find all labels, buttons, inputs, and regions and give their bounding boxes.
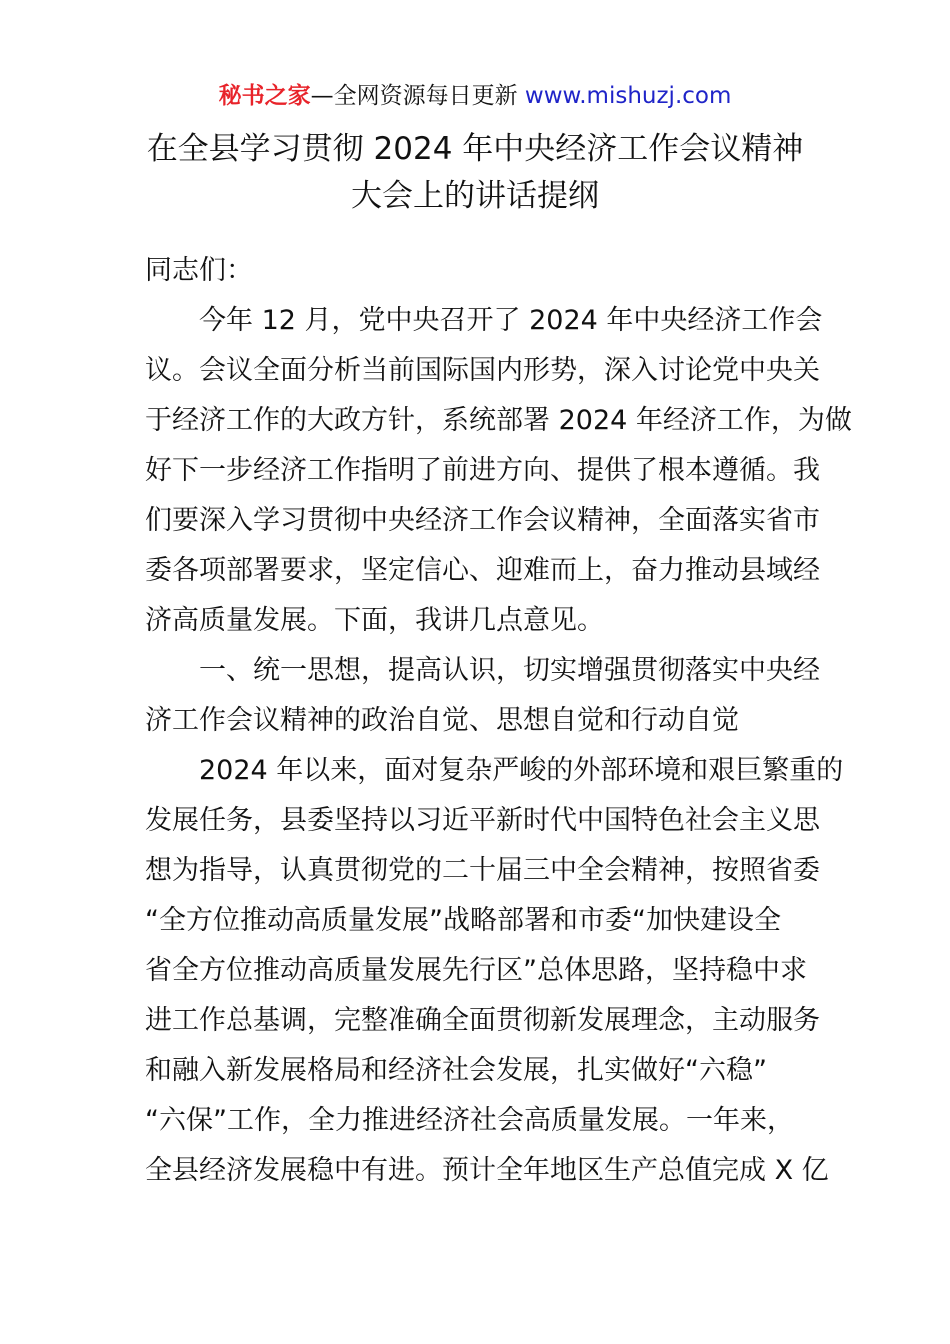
paragraph-line: 省全方位推动高质量发展先行区”总体思路，坚持稳中求 bbox=[145, 955, 807, 986]
paragraph-line: 济高质量发展。下面，我讲几点意见。 bbox=[145, 605, 604, 636]
paragraph-line: 全县经济发展稳中有进。预计全年地区生产总值完成 X 亿 bbox=[145, 1155, 829, 1186]
paragraph-line: 2024 年以来，面对复杂严峻的外部环境和艰巨繁重的 bbox=[199, 755, 844, 786]
paragraph-line: 今年 12 月，党中央召开了 2024 年中央经济工作会 bbox=[199, 305, 823, 336]
paragraph-line: 于经济工作的大政方针，系统部署 2024 年经济工作，为做 bbox=[145, 405, 852, 436]
section-heading-line: 一、统一思想，提高认识，切实增强贯彻落实中央经 bbox=[199, 655, 820, 686]
paragraph-line: 发展任务，县委坚持以习近平新时代中国特色社会主义思 bbox=[145, 805, 820, 836]
paragraph-line: 进工作总基调，完整准确全面贯彻新发展理念，主动服务 bbox=[145, 1005, 820, 1036]
paragraph-line: 们要深入学习贯彻中央经济工作会议精神，全面落实省市 bbox=[145, 505, 820, 536]
title-line-2: 大会上的讲话提纲 bbox=[351, 178, 599, 214]
document-title bbox=[0, 126, 950, 220]
paragraph-line: 议。会议全面分析当前国际国内形势，深入讨论党中央关 bbox=[145, 355, 820, 386]
site-url-link[interactable]: www.mishuzj.com bbox=[524, 83, 732, 109]
paragraph-line: 想为指导，认真贯彻党的二十届三中全会精神，按照省委 bbox=[145, 855, 820, 886]
paragraph-line: 好下一步经济工作指明了前进方向、提供了根本遵循。我 bbox=[145, 455, 820, 486]
paragraph-line: “全方位推动高质量发展”战略部署和市委“加快建设全 bbox=[145, 905, 781, 936]
title-line-1: 在全县学习贯彻 2024 年中央经济工作会议精神 bbox=[146, 131, 804, 167]
paragraph-line: 和融入新发展格局和经济社会发展，扎实做好“六稳” bbox=[145, 1055, 767, 1086]
salutation: 同志们： bbox=[145, 255, 253, 286]
paragraph-line: 委各项部署要求，坚定信心、迎难而上，奋力推动县域经 bbox=[145, 555, 820, 586]
header-tagline: —全网资源每日更新 bbox=[310, 83, 525, 109]
site-header bbox=[0, 80, 950, 112]
section-heading-line: 济工作会议精神的政治自觉、思想自觉和行动自觉 bbox=[145, 705, 739, 736]
brand-name: 秘书之家 bbox=[218, 83, 311, 109]
paragraph-line: “六保”工作，全力推进经济社会高质量发展。一年来， bbox=[145, 1105, 794, 1136]
document-body bbox=[145, 246, 852, 1196]
